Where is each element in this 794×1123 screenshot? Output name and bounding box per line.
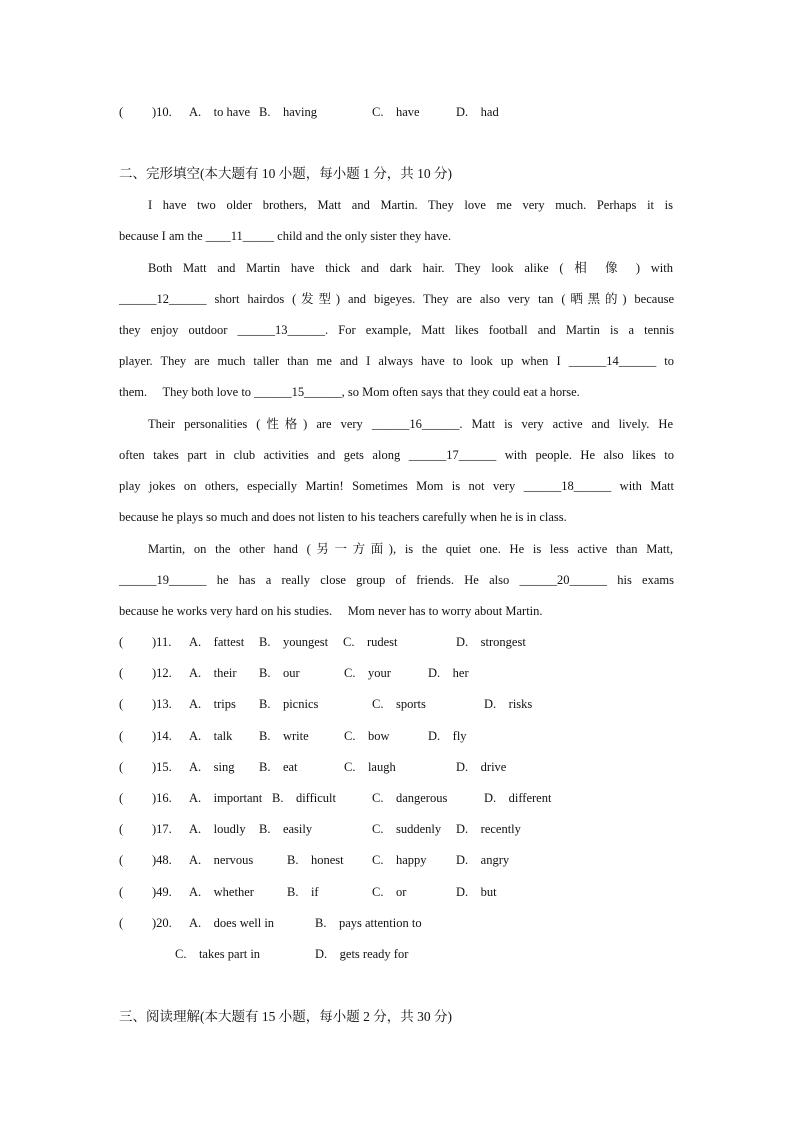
passage-line: because he plays so much and does not listen to his teachers carefully when he is in class. xyxy=(119,510,567,524)
option-c: C. laugh xyxy=(344,760,396,774)
passage-line: I have two older brothers, Matt and Martin. They love me very much. Perhaps it is xyxy=(148,198,673,212)
option-d: D. fly xyxy=(428,729,467,743)
option-b: B. pays attention to xyxy=(315,916,422,930)
option-c: C. takes part in xyxy=(175,947,261,961)
option-d: D. drive xyxy=(456,760,507,774)
option-d: D. but xyxy=(456,885,497,899)
passage-line: play jokes on others, especially Martin! Sometimes Mom is not very ______18______ with Matt xyxy=(119,479,674,493)
question-number: )15. xyxy=(152,760,172,774)
question-number: )10. xyxy=(152,105,172,119)
question-number: )13. xyxy=(152,697,172,711)
passage-line: Martin, on the other hand (另一方面), is the quiet one. He is less active than Matt, xyxy=(148,542,673,556)
answer-paren[interactable]: ( xyxy=(119,760,124,774)
answer-paren[interactable]: ( xyxy=(119,822,124,836)
section-3-heading: 三、阅读理解(本大题有 15 小题，每小题 2 分，共 30 分) xyxy=(119,1009,452,1024)
option-b: B. our xyxy=(259,666,300,680)
passage-line: ______19______ he has a really close group of friends. He also ______20______ his exams xyxy=(119,573,674,587)
option-d: D. strongest xyxy=(456,635,526,649)
option-a: A. trips xyxy=(189,697,236,711)
question-number: )16. xyxy=(152,791,172,805)
option-d: D. angry xyxy=(456,853,510,867)
option-a: A. their xyxy=(189,666,237,680)
option-b: B. eat xyxy=(259,760,298,774)
question-number: )12. xyxy=(152,666,172,680)
option-b: B. honest xyxy=(287,853,344,867)
question-number: )11. xyxy=(152,635,172,649)
option-c: C. rudest xyxy=(343,635,398,649)
option-a: A. does well in xyxy=(189,916,275,930)
option-d: D. different xyxy=(484,791,552,805)
section-2-heading: 二、完形填空(本大题有 10 小题，每小题 1 分，共 10 分) xyxy=(119,166,452,181)
passage-line: they enjoy outdoor ______13______. For example, Matt likes football and Martin is a tennis xyxy=(119,323,674,337)
option-c: C. have xyxy=(372,105,420,119)
option-c: C. happy xyxy=(372,853,427,867)
passage-line: because he works very hard on his studies. Mom never has to worry about Martin. xyxy=(119,604,543,618)
option-c: C. or xyxy=(372,885,407,899)
option-a: A. important xyxy=(189,791,263,805)
option-b: B. easily xyxy=(259,822,313,836)
passage-line: player. They are much taller than me and I always have to look up when I ______14______ to xyxy=(119,354,674,368)
passage-line: ______12______ short hairdos (发型) and bigeyes. They are also very tan (晒黑的) because xyxy=(119,292,674,306)
option-c: C. dangerous xyxy=(372,791,448,805)
option-d: D. gets ready for xyxy=(315,947,409,961)
option-d: D. recently xyxy=(456,822,521,836)
question-number: )17. xyxy=(152,822,172,836)
passage-line: them. They both love to ______15______, so Mom often says that they could eat a horse. xyxy=(119,385,580,399)
question-number: )49. xyxy=(152,885,172,899)
question-number: )14. xyxy=(152,729,172,743)
answer-paren[interactable]: ( xyxy=(119,916,124,930)
option-c: C. suddenly xyxy=(372,822,442,836)
option-b: B. picnics xyxy=(259,697,319,711)
option-c: C. bow xyxy=(344,729,390,743)
passage-line: Both Matt and Martin have thick and dark hair. They look alike ( 相 像 ) with xyxy=(148,261,673,275)
option-a: A. nervous xyxy=(189,853,254,867)
answer-paren[interactable]: ( xyxy=(119,885,124,899)
answer-paren[interactable]: ( xyxy=(119,791,124,805)
question-number: )20. xyxy=(152,916,172,930)
option-b: B. write xyxy=(259,729,309,743)
answer-paren[interactable]: ( xyxy=(119,853,124,867)
option-b: B. difficult xyxy=(272,791,337,805)
option-b: B. having xyxy=(259,105,317,119)
passage-line: because I am the ____11_____ child and the only sister they have. xyxy=(119,229,452,243)
option-a: A. to have xyxy=(189,105,251,119)
answer-paren[interactable]: ( xyxy=(119,635,124,649)
option-b: B. youngest xyxy=(259,635,329,649)
option-a: A. whether xyxy=(189,885,254,899)
option-b: B. if xyxy=(287,885,319,899)
option-a: A. sing xyxy=(189,760,235,774)
option-a: A. talk xyxy=(189,729,233,743)
option-d: D. her xyxy=(428,666,469,680)
option-a: A. fattest xyxy=(189,635,245,649)
option-d: D. risks xyxy=(484,697,533,711)
passage-line: often takes part in club activities and gets along ______17______ with people. He also likes to xyxy=(119,448,674,462)
option-c: C. your xyxy=(344,666,391,680)
option-a: A. loudly xyxy=(189,822,246,836)
question-number: )48. xyxy=(152,853,172,867)
option-c: C. sports xyxy=(372,697,426,711)
passage-line: Their personalities (性格) are very ______16______. Matt is very active and lively. He xyxy=(148,417,673,431)
option-d: D. had xyxy=(456,105,499,119)
answer-paren[interactable]: ( xyxy=(119,729,124,743)
answer-paren[interactable]: ( xyxy=(119,666,124,680)
answer-paren[interactable]: ( xyxy=(119,697,124,711)
answer-paren[interactable]: ( xyxy=(119,105,124,119)
